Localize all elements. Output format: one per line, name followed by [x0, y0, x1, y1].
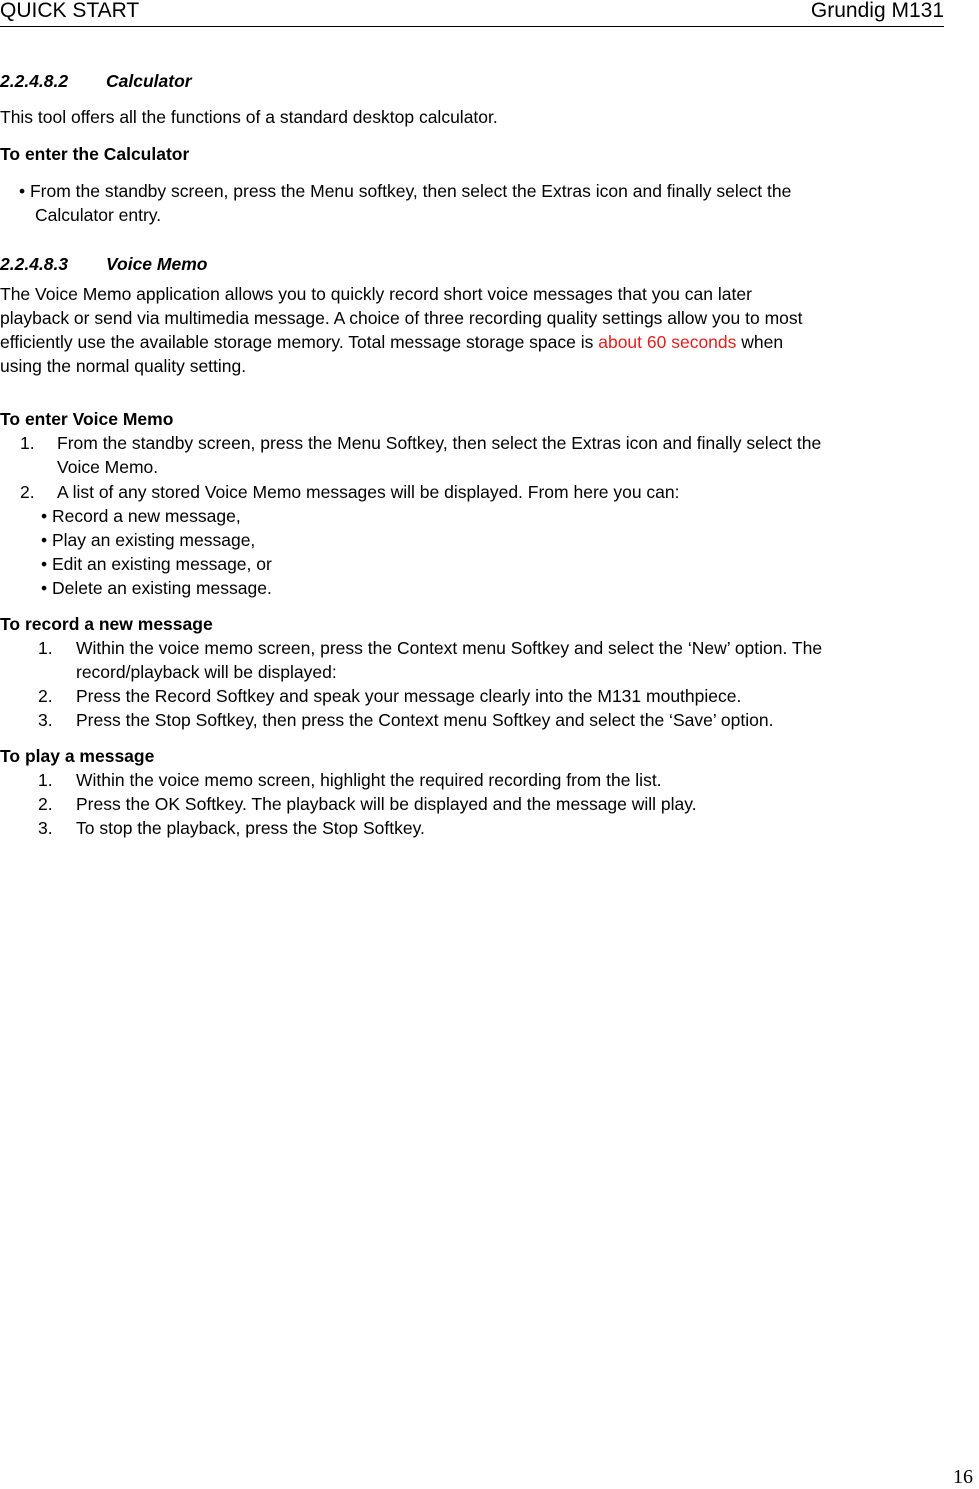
- option-delete: • Delete an existing message.: [41, 578, 272, 598]
- play-step-2-line1: Press the OK Softkey. The playback will be displayed and the message will play.: [76, 794, 697, 814]
- voice-memo-para-line3: [0, 330, 783, 354]
- record-step-1-line2: record/playback will be displayed:: [76, 662, 337, 682]
- voice-memo-para-line1: The Voice Memo application allows you to quickly record short voice messages that you can later: [0, 284, 752, 304]
- record-step-3-line1: Press the Stop Softkey, then press the Context menu Softkey and select the ‘Save’ option.: [76, 710, 774, 730]
- calculator-section-title: Calculator: [106, 71, 192, 91]
- calculator-bullet-line2: Calculator entry.: [35, 205, 162, 225]
- voice-memo-section-number: 2.2.4.8.3: [0, 254, 69, 274]
- calculator-heading: [0, 69, 192, 93]
- record-step-3-number: 3.: [38, 710, 53, 730]
- record-heading: To record a new message: [0, 614, 213, 634]
- option-edit: • Edit an existing message, or: [41, 554, 272, 574]
- page-number: 16: [953, 1466, 973, 1488]
- record-step-2-number: 2.: [38, 686, 53, 706]
- record-step-1-line1: Within the voice memo screen, press the Context menu Softkey and select the ‘New’ option. The: [76, 638, 823, 658]
- enter-step-1-number: 1.: [20, 433, 35, 453]
- header-right-title: Grundig M131: [810, 0, 944, 22]
- record-step-2-line1: Press the Record Softkey and speak your message clearly into the M131 mouthpiece.: [76, 686, 742, 706]
- calculator-intro: This tool offers all the functions of a standard desktop calculator.: [0, 107, 498, 127]
- calculator-bullet-line1: • From the standby screen, press the Menu softkey, then select the Extras icon and finally select the: [19, 181, 792, 201]
- play-heading: To play a message: [0, 746, 155, 766]
- enter-step-2-number: 2.: [20, 482, 35, 502]
- storage-space-highlight: about 60 seconds: [598, 332, 737, 352]
- voice-memo-section-title: Voice Memo: [106, 254, 208, 274]
- voice-memo-para-line3-post: when: [736, 332, 784, 352]
- play-step-3-line1: To stop the playback, press the Stop Softkey.: [76, 818, 425, 838]
- play-step-1-line1: Within the voice memo screen, highlight the required recording from the list.: [76, 770, 662, 790]
- record-step-1-number: 1.: [38, 638, 53, 658]
- play-step-2-number: 2.: [38, 794, 53, 814]
- calculator-section-number: 2.2.4.8.2: [0, 71, 69, 91]
- play-step-3-number: 3.: [38, 818, 53, 838]
- voice-memo-para-line2: playback or send via multimedia message. A choice of three recording quality settings allow you to most: [0, 308, 803, 328]
- option-record: • Record a new message,: [41, 506, 241, 526]
- voice-memo-para-line3-pre: efficiently use the available storage memory. Total message storage space is: [0, 332, 599, 352]
- enter-step-2-line1: A list of any stored Voice Memo messages will be displayed. From here you can:: [57, 482, 680, 502]
- page-header: [0, 0, 944, 27]
- header-left-title: QUICK START: [0, 0, 140, 22]
- enter-step-1-line1: From the standby screen, press the Menu Softkey, then select the Extras icon and finally select the: [57, 433, 822, 453]
- voice-memo-heading: [0, 252, 207, 276]
- option-play: • Play an existing message,: [41, 530, 256, 550]
- calculator-enter-heading: To enter the Calculator: [0, 144, 190, 164]
- voice-memo-enter-heading: To enter Voice Memo: [0, 409, 174, 429]
- enter-step-1-line2: Voice Memo.: [57, 457, 159, 477]
- voice-memo-para-line4: using the normal quality setting.: [0, 356, 247, 376]
- play-step-1-number: 1.: [38, 770, 53, 790]
